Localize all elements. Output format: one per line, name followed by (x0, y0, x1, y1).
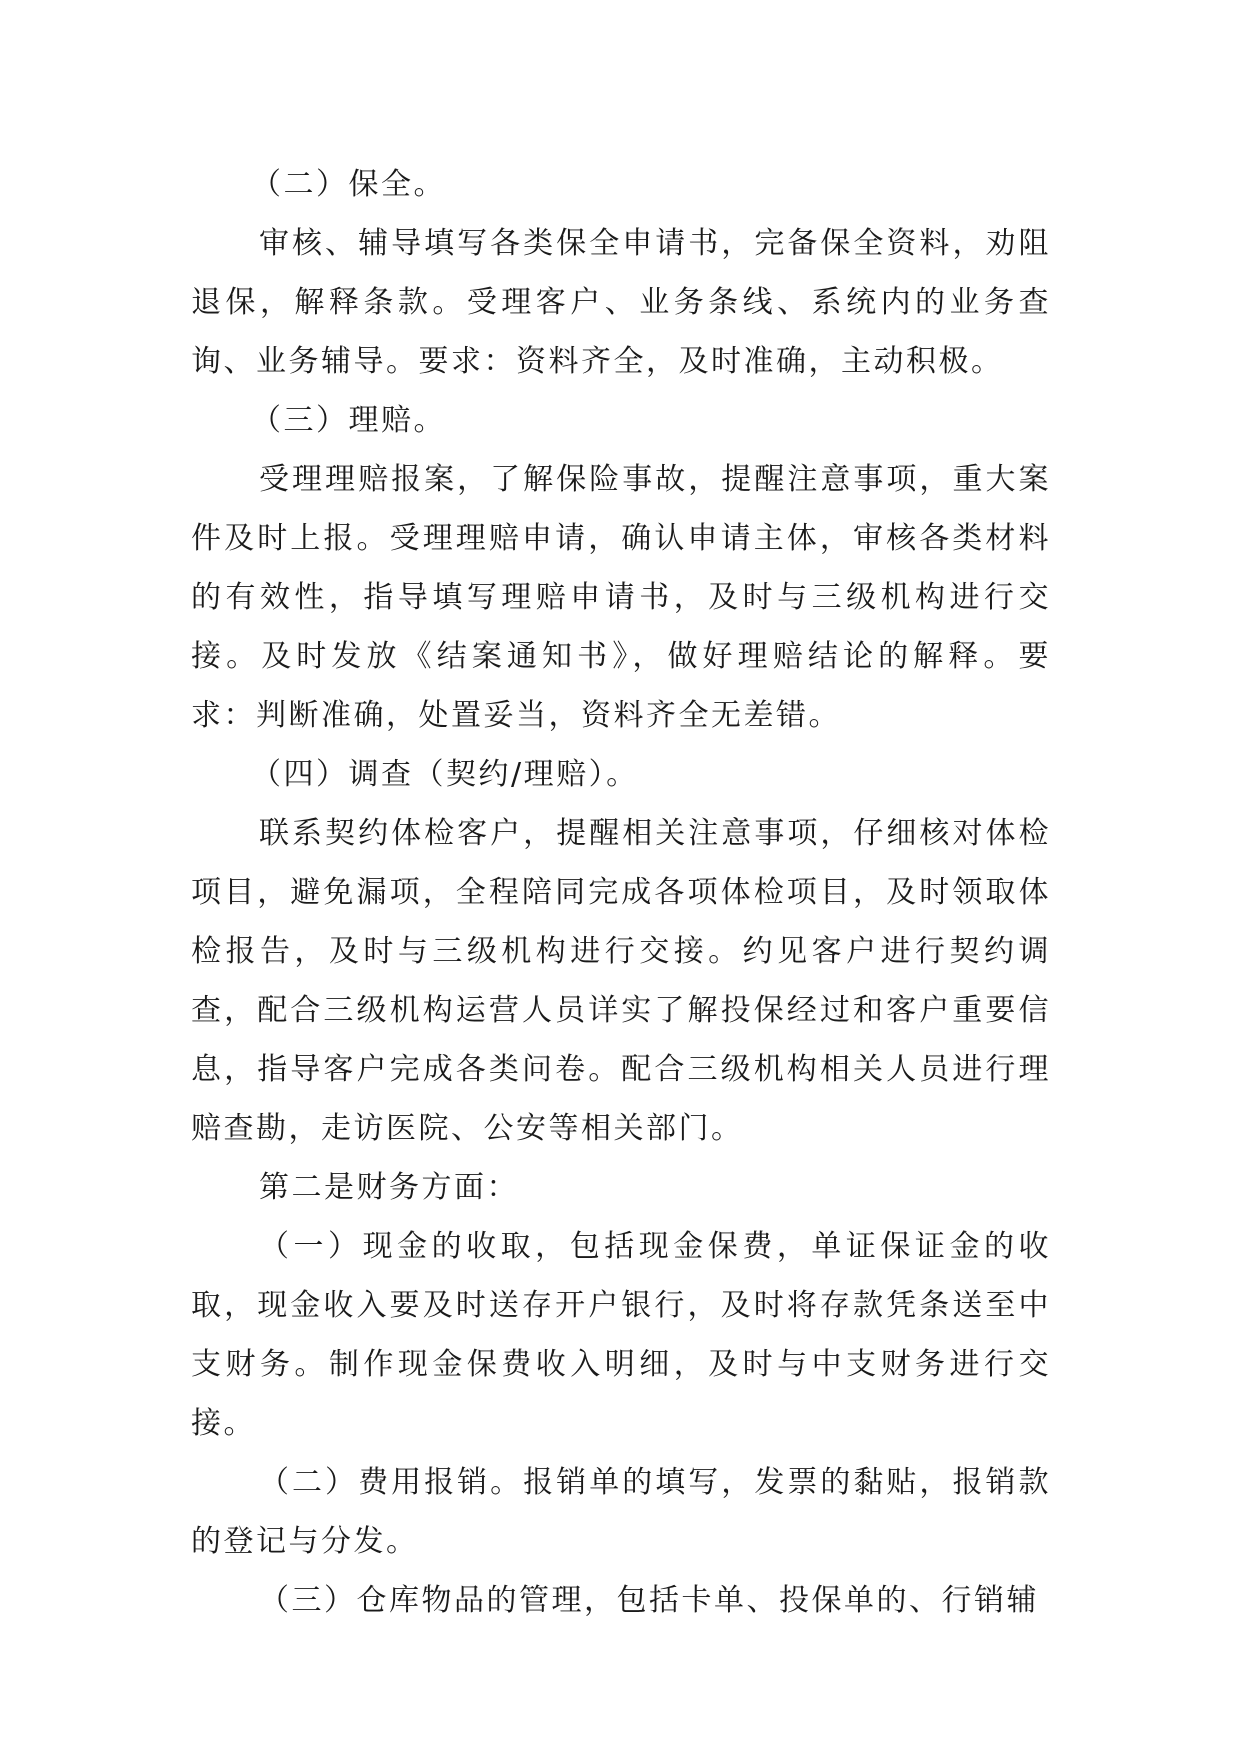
paragraph-claims-duties: 受理理赔报案，了解保险事故，提醒注意事项，重大案件及时上报。受理理赔申请，确认申请主体，审核各类材料的有效性，指导填写理赔申请书，及时与三级机构进行交接。及时发放《结案通知书》，做好理赔结论的解释。要求：判断准确，处置妥当，资料齐全无差错。 (191, 462, 1051, 733)
section-heading-preservation: （二）保全。 (251, 167, 446, 202)
section-heading-investigation: （四）调查（契约/理赔）。 (251, 757, 639, 792)
paragraph-investigation-duties: 联系契约体检客户，提醒相关注意事项，仔细核对体检项目，避免漏项，全程陪同完成各项体检项目，及时领取体检报告，及时与三级机构进行交接。约见客户进行契约调查，配合三级机构运营人员详实了解投保经过和客户重要信息，指导客户完成各类问卷。配合三级机构相关人员进行理赔查勘，走访医院、公安等相关部门。 (191, 816, 1051, 1146)
paragraph-warehouse-management: （三）仓库物品的管理，包括卡单、投保单的、行销辅 (259, 1583, 1039, 1618)
paragraph-cash-collection: （一）现金的收取，包括现金保费，单证保证金的收取，现金收入要及时送存开户银行，及时将存款凭条送至中支财务。制作现金保费收入明细，及时与中支财务进行交接。 (191, 1229, 1051, 1441)
paragraph-preservation-duties: 审核、辅导填写各类保全申请书，完备保全资料，劝阻退保，解释条款。受理客户、业务条线、系统内的业务查询、业务辅导。要求：资料齐全，及时准确，主动积极。 (191, 226, 1051, 379)
paragraph-finance-intro: 第二是财务方面： (259, 1170, 519, 1205)
section-heading-claims: （三）理赔。 (251, 403, 446, 438)
paragraph-expense-reimbursement: （二）费用报销。报销单的填写，发票的黏贴，报销款的登记与分发。 (191, 1465, 1051, 1559)
document-page (191, 155, 1051, 1630)
